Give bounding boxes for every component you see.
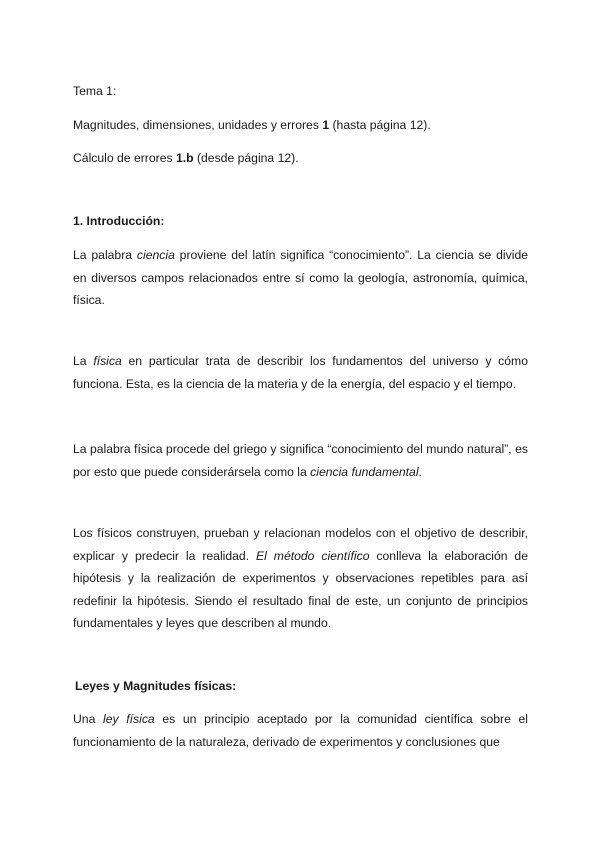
text-run: La palabra: [73, 248, 137, 262]
text-run: La: [73, 354, 94, 368]
topic-2-range: (desde página 12).: [193, 151, 299, 165]
paragraph-ley-fisica: [73, 708, 528, 753]
text-run: Los físicos construyen, prueban y relacionan modelos con el objetivo de describir, explicar y predecir la realidad.: [73, 526, 528, 563]
text-run: en particular trata de describir los fundamentos del universo y cómo funciona. Esta, es la ciencia de la materia y de la energía, del espacio y el tiempo.: [73, 354, 528, 391]
text-run: La palabra física procede del griego y significa “conocimiento del mundo natural”, es por esto que puede considerársela como la: [73, 442, 528, 479]
paragraph-fisica: [73, 350, 528, 395]
text-run: proviene del latín significa “conocimiento”. La ciencia se divide en diversos campos relacionados entre sí como la geología, astronomía, química, física.: [73, 248, 528, 307]
italic-term: ciencia: [136, 248, 175, 262]
italic-term: ley física: [103, 712, 155, 726]
paragraph-metodo: [73, 522, 528, 635]
tema-text: Tema 1:: [73, 84, 117, 98]
paragraph-ciencia: [73, 244, 528, 312]
italic-term: ciencia fundamental: [310, 464, 419, 479]
italic-term: El método científico: [256, 548, 370, 563]
topic-1-text: Magnitudes, dimensiones, unidades y errores: [73, 118, 323, 132]
paragraph-griego: [73, 438, 528, 483]
topic-2-text: Cálculo de errores: [73, 151, 176, 165]
section-1-heading: 1. Introducción:: [73, 214, 165, 228]
topic-line-1: [73, 118, 431, 132]
text-run: Una: [73, 712, 104, 726]
section-2-heading: Leyes y Magnitudes físicas:: [75, 679, 237, 693]
text-run: .: [418, 464, 422, 479]
text-run: conlleva la elaboración de hipótesis y la realización de experimentos y observaciones repetibles para así redefinir la hipótesis. Siendo el resultado final de este, un conjunto de principios fundamentales y leyes que describen al mundo.: [73, 548, 528, 630]
text-run: es un principio aceptado por la comunidad científica sobre el funcionamiento de la naturaleza, derivado de experimentos y conclusiones que: [73, 712, 528, 749]
topic-2-number: 1.b: [175, 151, 194, 165]
tema-label: [73, 84, 116, 98]
topic-line-2: [73, 151, 299, 165]
topic-1-number: 1: [322, 118, 330, 132]
italic-term: física: [93, 354, 122, 368]
topic-1-range: (hasta página 12).: [329, 118, 431, 132]
